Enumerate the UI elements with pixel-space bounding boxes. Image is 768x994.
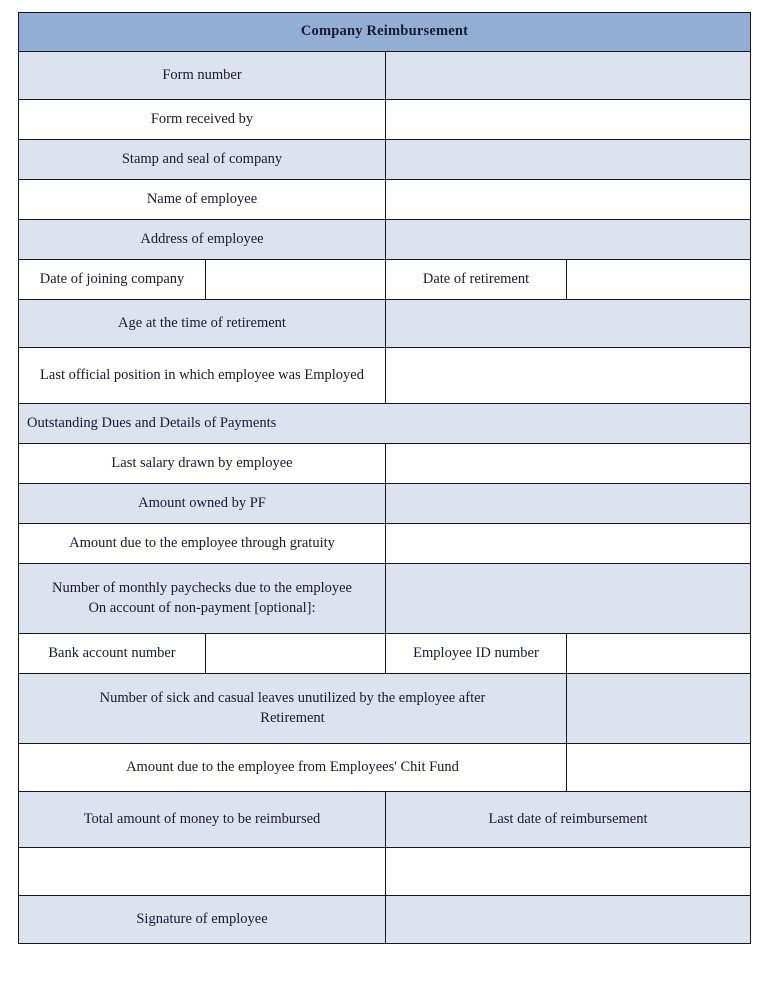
label-signature-of-employee: Signature of employee: [19, 896, 386, 944]
table-row-unutilized-leaves: [19, 674, 751, 744]
field-stamp-and-seal[interactable]: [386, 140, 751, 180]
table-row-section-outstanding-dues: [19, 404, 751, 444]
label-name-of-employee: Name of employee: [19, 180, 386, 220]
label-stamp-and-seal: Stamp and seal of company: [19, 140, 386, 180]
field-form-number[interactable]: [386, 52, 751, 100]
field-date-of-joining[interactable]: [206, 260, 386, 300]
label-monthly-paychecks-line2: On account of non-payment [optional]:: [88, 599, 316, 616]
table-row-address-of-employee: [19, 220, 751, 260]
field-last-date-reimbursement[interactable]: [386, 848, 751, 896]
page-title: Company Reimbursement: [19, 13, 751, 52]
field-signature-of-employee[interactable]: [386, 896, 751, 944]
field-monthly-paychecks[interactable]: [386, 564, 751, 634]
table-row-amount-owned-by-pf: [19, 484, 751, 524]
label-total-amount-reimbursed: Total amount of money to be reimbursed: [19, 792, 386, 848]
field-name-of-employee[interactable]: [386, 180, 751, 220]
table-row-monthly-paychecks: [19, 564, 751, 634]
label-amount-owned-by-pf: Amount owned by PF: [19, 484, 386, 524]
label-monthly-paychecks-line1: Number of monthly paychecks due to the employee: [52, 579, 352, 596]
table-row-chit-fund: [19, 744, 751, 792]
table-row-signature: [19, 896, 751, 944]
table-row-last-salary-drawn: [19, 444, 751, 484]
field-date-of-retirement[interactable]: [567, 260, 751, 300]
label-date-of-retirement: Date of retirement: [386, 260, 567, 300]
table-row-age-at-retirement: [19, 300, 751, 348]
table-row-form-received-by: [19, 100, 751, 140]
table-row-form-number: [19, 52, 751, 100]
label-unutilized-leaves: [19, 674, 567, 744]
table-row-name-of-employee: [19, 180, 751, 220]
label-amount-due-gratuity: Amount due to the employee through gratuity: [19, 524, 386, 564]
table-row-total-and-last-date: [19, 792, 751, 848]
label-address-of-employee: Address of employee: [19, 220, 386, 260]
label-form-number: Form number: [19, 52, 386, 100]
label-age-at-retirement: Age at the time of retirement: [19, 300, 386, 348]
field-address-of-employee[interactable]: [386, 220, 751, 260]
field-employee-id-number[interactable]: [567, 634, 751, 674]
label-last-official-position: Last official position in which employee was Employed: [19, 348, 386, 404]
label-last-salary-drawn: Last salary drawn by employee: [19, 444, 386, 484]
table-row-amount-due-gratuity: [19, 524, 751, 564]
label-last-date-reimbursement: Last date of reimbursement: [386, 792, 751, 848]
field-last-salary-drawn[interactable]: [386, 444, 751, 484]
field-last-official-position[interactable]: [386, 348, 751, 404]
table-row-stamp-and-seal: [19, 140, 751, 180]
field-amount-due-gratuity[interactable]: [386, 524, 751, 564]
label-employee-id-number: Employee ID number: [386, 634, 567, 674]
table-row-dates: [19, 260, 751, 300]
reimbursement-form: [18, 12, 750, 944]
field-amount-owned-by-pf[interactable]: [386, 484, 751, 524]
field-form-received-by[interactable]: [386, 100, 751, 140]
field-bank-account-number[interactable]: [206, 634, 386, 674]
table-row-title: [19, 13, 751, 52]
table-row-bank-and-employee-id: [19, 634, 751, 674]
section-header-outstanding-dues: Outstanding Dues and Details of Payments: [19, 404, 751, 444]
field-chit-fund[interactable]: [567, 744, 751, 792]
label-unutilized-leaves-line1: Number of sick and casual leaves unutilized by the employee after: [99, 689, 486, 706]
label-form-received-by: Form received by: [19, 100, 386, 140]
label-chit-fund: Amount due to the employee from Employees' Chit Fund: [19, 744, 567, 792]
label-unutilized-leaves-line2: Retirement: [260, 709, 325, 726]
table-row-total-and-last-date-values: [19, 848, 751, 896]
label-date-of-joining: Date of joining company: [19, 260, 206, 300]
field-total-amount-reimbursed[interactable]: [19, 848, 386, 896]
table-row-last-official-position: [19, 348, 751, 404]
label-monthly-paychecks: [19, 564, 386, 634]
form-table: [18, 12, 751, 944]
field-unutilized-leaves[interactable]: [567, 674, 751, 744]
field-age-at-retirement[interactable]: [386, 300, 751, 348]
label-bank-account-number: Bank account number: [19, 634, 206, 674]
